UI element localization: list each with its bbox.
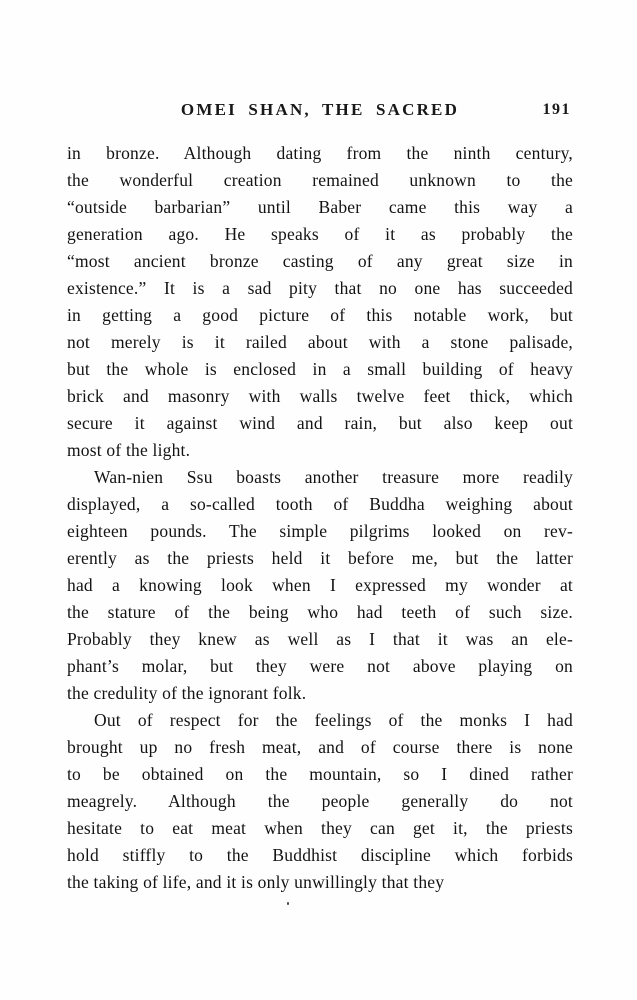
text-line: Probably they knew as well as I that it was an ele-: [67, 629, 573, 649]
text-line: “most ancient bronze casting of any great size in: [67, 251, 573, 271]
text-line: meagrely. Although the people generally do not: [67, 791, 573, 811]
text-line: not merely is it railed about with a stone palisade,: [67, 332, 573, 352]
text-line: had a knowing look when I expressed my wonder at: [67, 575, 573, 595]
text-line: the credulity of the ignorant folk.: [67, 683, 307, 703]
text-line: the taking of life, and it is only unwillingly that they: [67, 872, 445, 892]
text-line: the stature of the being who had teeth of such size.: [67, 602, 573, 622]
text-line: brought up no fresh meat, and of course there is none: [67, 737, 573, 757]
text-line: the wonderful creation remained unknown to the: [67, 170, 573, 190]
text-line: “outside barbarian” until Baber came this way a: [67, 197, 573, 217]
text-line: Out of respect for the feelings of the monks I had: [94, 710, 573, 730]
ink-dot-artifact: [287, 902, 289, 905]
text-line: hold stiffly to the Buddhist discipline which forbids: [67, 845, 573, 865]
body-text: [67, 140, 573, 896]
text-line: displayed, a so-called tooth of Buddha weighing about: [67, 494, 573, 514]
paragraph-3: [67, 707, 573, 896]
text-line: existence.” It is a sad pity that no one has succeeded: [67, 278, 573, 298]
text-line: hesitate to eat meat when they can get it, the priests: [67, 818, 573, 838]
text-line: erently as the priests held it before me, but the latter: [67, 548, 573, 568]
paragraph-2: [67, 464, 573, 707]
text-line: most of the light.: [67, 440, 191, 460]
running-title: OMEI SHAN, THE SACRED: [180, 100, 460, 119]
page-header: [67, 100, 573, 126]
text-line: in bronze. Although dating from the ninth century,: [67, 143, 573, 163]
text-line: brick and masonry with walls twelve feet thick, which: [67, 386, 573, 406]
page-number: 191: [542, 101, 571, 118]
text-line: Wan-nien Ssu boasts another treasure more readily: [94, 467, 573, 487]
text-line: phant’s molar, but they were not above playing on: [67, 656, 573, 676]
text-line: to be obtained on the mountain, so I dined rather: [67, 764, 573, 784]
paragraph-1: [67, 140, 573, 464]
text-line: in getting a good picture of this notable work, but: [67, 305, 573, 325]
page-content: [67, 100, 573, 896]
text-line: eighteen pounds. The simple pilgrims looked on rev-: [67, 521, 573, 541]
text-line: but the whole is enclosed in a small building of heavy: [67, 359, 573, 379]
text-line: secure it against wind and rain, but also keep out: [67, 413, 573, 433]
text-line: generation ago. He speaks of it as probably the: [67, 224, 573, 244]
